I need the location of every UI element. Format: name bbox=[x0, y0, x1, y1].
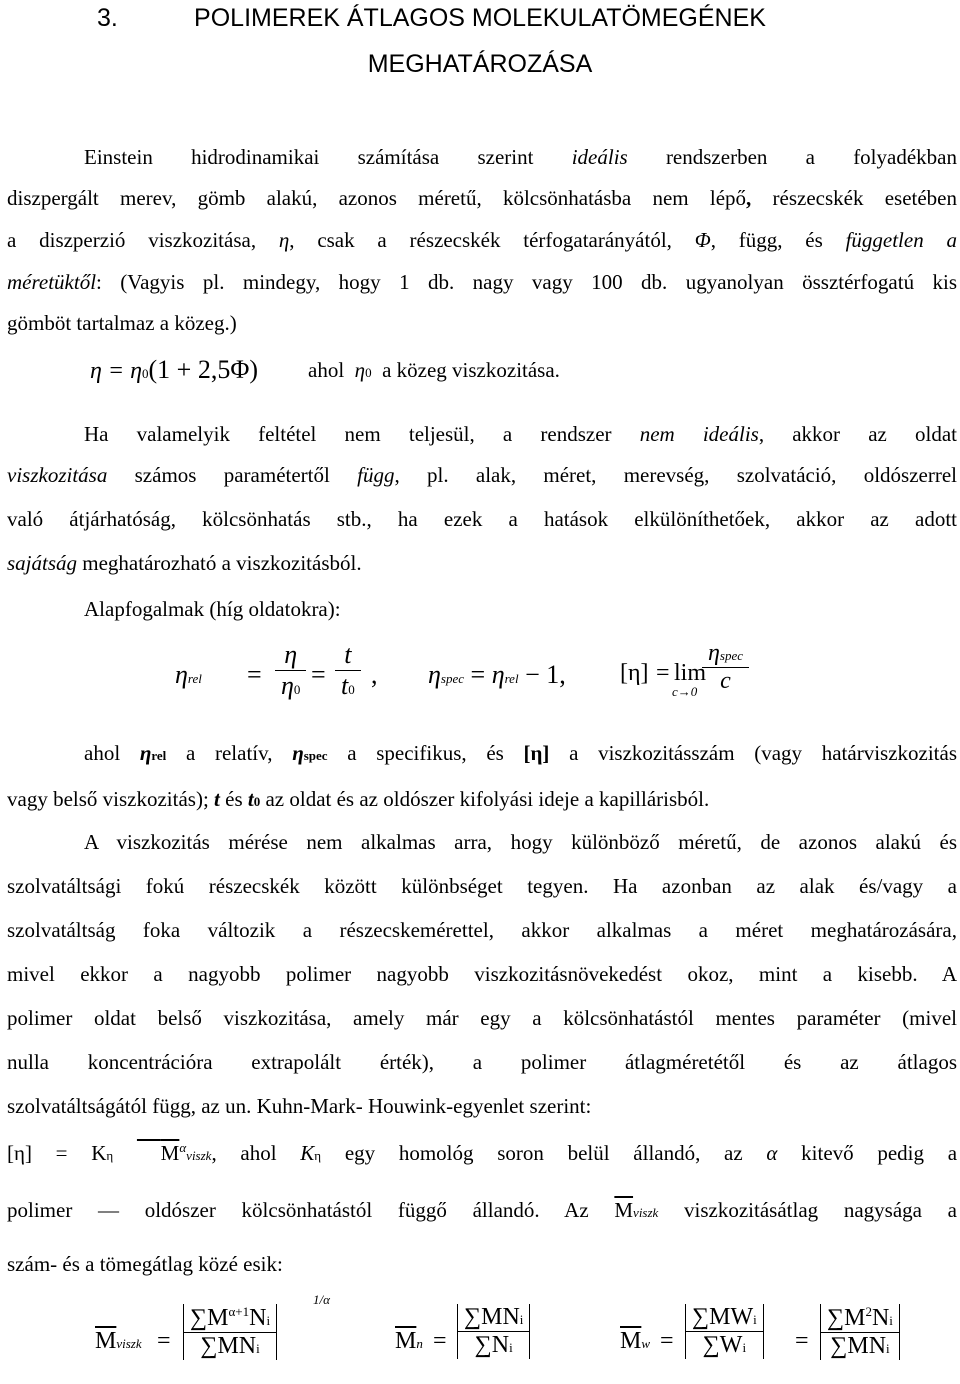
einstein-note: ahol η0 a közeg viszkozitása. bbox=[308, 358, 560, 382]
p5-line-1: A viszkozitás mérése nem alkalmas arra, hogy különböző méretű, de azonos alakú és bbox=[84, 830, 957, 854]
p2-line-3: való átjárhatóság, kölcsönhatás stb., ha ezek a hatások elkülöníthetőek, akkor az adott bbox=[7, 507, 957, 531]
document-page: 3. POLIMEREK ÁTLAGOS MOLEKULATÖMEGÉNEK MEGHATÁROZÁSA Einstein hidrodinamikai számítása szerint ideális rendszerben a folyadékban diszpergált merev, gömb alakú, azonos méretű, kölcsönhatásba nem lépő, részecskék esetében a diszperzió viszkozitása, η, csak a részecskék térfogatarányától, Φ, függ, és független a méretüktől: (Vagyis pl. mindegy, hogy 1 db. nagy vagy 100 db. ugyanolyan össztérfogatú kis gömböt tartalmaz a közeg.) η = η0(1 + 2,5Φ) ahol η0 a közeg viszkozitása. Ha valamelyik feltétel nem teljesül, a rendszer nem ideális, akkor az oldat viszkozitása számos paramétertől függ, pl. alak, méret, merevség, szolvatáció, oldószerrel való átjárhatóság, kölcsönhatás stb., ha ezek a hatások elkülöníthetőek, akkor az adott sajátság meghatározható a viszkozitásból. Alapfogalmak (híg oldatokra): ηrel = $\frac{\eta}{\eta 0}$ = $\frac{t}{t0}$ , ηspec = ηrel − 1, [η] = lim c→0 ηspec c ahol ηrel a relatív, ηspec a specifikus, és [η] a viszkozitásszám (vagy határviszkozitás vagy belső viszkozitás); t és t0 az oldat és az oldószer kifolyási ideje a kapillárisból. A viszkozitás mérése nem alkalmas arra, hogy különböző méretű, de azonos alakú és szolvatáltsági fokú részecskék között különbséget tegyen. Ha azonban az alak és/vagy a szolvatáltság foka változik a részecskemérettel, akkor alkalmas a méret meghatározására, mivel ekkor a nagyobb polimer nagyobb viszkozitásnövekedést okoz, mint a kisebb. A polimer oldat belső viszkozitása, amely már egy a kölcsönhatástól mentes paraméter (mivel nulla koncentrációra extrapolált érték), a polimer átlagméretétől és az átlagos szolvatáltságától függ, az un. Kuhn-Mark- Houwink-egyenlet szerint: [η] = Kη $M^\alpha viszk$, ahol Kη egy homológ soron belül állandó, az α kitevő pedig a polimer — oldószer kölcsönhatástól függő állandó. Az $\overline{M}viszk$ viszkozitásátlag nagysága a szám- és a tömegátlag közé esik: $\overline{M}viszk$ = $\sum M^{\alpha+1}Ni$ ∑MNi 1/α $\overline{M}n$ = ∑MNi ∑Ni $\overline{M}w$ = ∑MWi ∑Wi = $\sum M^2Ni$ ∑MNi bbox=[0, 0, 960, 1384]
p3-line-1: Alapfogalmak (híg oldatokra): bbox=[84, 597, 341, 621]
p5-line-3: szolvatáltság foka változik a részecskemérettel, akkor alkalmas a méret meghatározására, bbox=[7, 918, 957, 942]
heading-line-2: MEGHATÁROZÁSA bbox=[367, 50, 593, 78]
p1-line-3: a diszperzió viszkozitása, η, csak a részecskék térfogatarányától, Φ, függ, és független a bbox=[7, 228, 957, 252]
p6-line-1: polimer — oldószer kölcsönhatástól függő állandó. Az $\overline{M}viszk$ viszkozitásátlag nagysága a bbox=[7, 1198, 957, 1222]
mhk-equation-line: [η] = Kη $M^\alpha viszk$, ahol Kη egy homológ soron belül állandó, az α kitevő pedig a bbox=[7, 1140, 958, 1165]
einstein-equation: η = η0(1 + 2,5Φ) bbox=[90, 355, 258, 384]
p5-line-2: szolvatáltsági fokú részecskék között különbséget tegyen. Ha azonban az alak és/vagy a bbox=[7, 874, 957, 898]
p1-line-2: diszpergált merev, gömb alakú, azonos méretű, kölcsönhatásba nem lépő, részecskék esetében bbox=[7, 186, 957, 210]
p1-line-4: méretüktől: (Vagyis pl. mindegy, hogy 1 db. nagy vagy 100 db. ugyanolyan össztérfogatú kis bbox=[7, 270, 957, 294]
p2-line-1: Ha valamelyik feltétel nem teljesül, a rendszer nem ideális, akkor az oldat bbox=[84, 422, 957, 446]
p5-line-7: szolvatáltságától függ, az un. Kuhn-Mark- Houwink-egyenlet szerint: bbox=[7, 1094, 592, 1118]
specific-viscosity-equation: ηspec = ηrel − 1, bbox=[428, 660, 566, 689]
section-number: 3. bbox=[97, 4, 118, 32]
section-heading bbox=[0, 4, 960, 33]
p5-line-4: mivel ekkor a nagyobb polimer nagyobb viszkozitásnövekedést okoz, mint a kisebb. A bbox=[7, 962, 957, 986]
p4-line-2: vagy belső viszkozitás); t és t0 az oldat és az oldószer kifolyási ideje a kapillárisból. bbox=[7, 787, 710, 811]
p1-line-5: gömböt tartalmaz a közeg.) bbox=[7, 311, 237, 335]
average-molar-mass-equations: $\overline{M}viszk$ = $\sum M^{\alpha+1}Ni$ ∑MNi 1/α $\overline{M}n$ = ∑MNi ∑Ni $\overline{M}w$ = ∑MWi ∑Wi = $\sum M^2Ni$ ∑MNi bbox=[95, 1300, 955, 1380]
p2-line-2: viszkozitása számos paramétertől függ, pl. alak, méret, merevség, szolvatáció, oldószerrel bbox=[7, 463, 957, 487]
p2-line-4: sajátság meghatározható a viszkozitásból. bbox=[7, 551, 362, 575]
p5-line-6: nulla koncentrációra extrapolált érték), a polimer átlagméretétől és az átlagos bbox=[7, 1050, 957, 1074]
p6-line-2: szám- és a tömegátlag közé esik: bbox=[7, 1252, 283, 1276]
heading-line-1: POLIMEREK ÁTLAGOS MOLEKULATÖMEGÉNEK bbox=[194, 4, 766, 32]
p4-line-1: ahol ηrel a relatív, ηspec a specifikus, és [η] a viszkozitásszám (vagy határviszkozitás bbox=[84, 741, 958, 765]
p5-line-5: polimer oldat belső viszkozitása, amely már egy a kölcsönhatástól mentes paraméter (mivel bbox=[7, 1006, 957, 1030]
p1-line-1: Einstein hidrodinamikai számítása szerint ideális rendszerben a folyadékban bbox=[84, 145, 957, 169]
